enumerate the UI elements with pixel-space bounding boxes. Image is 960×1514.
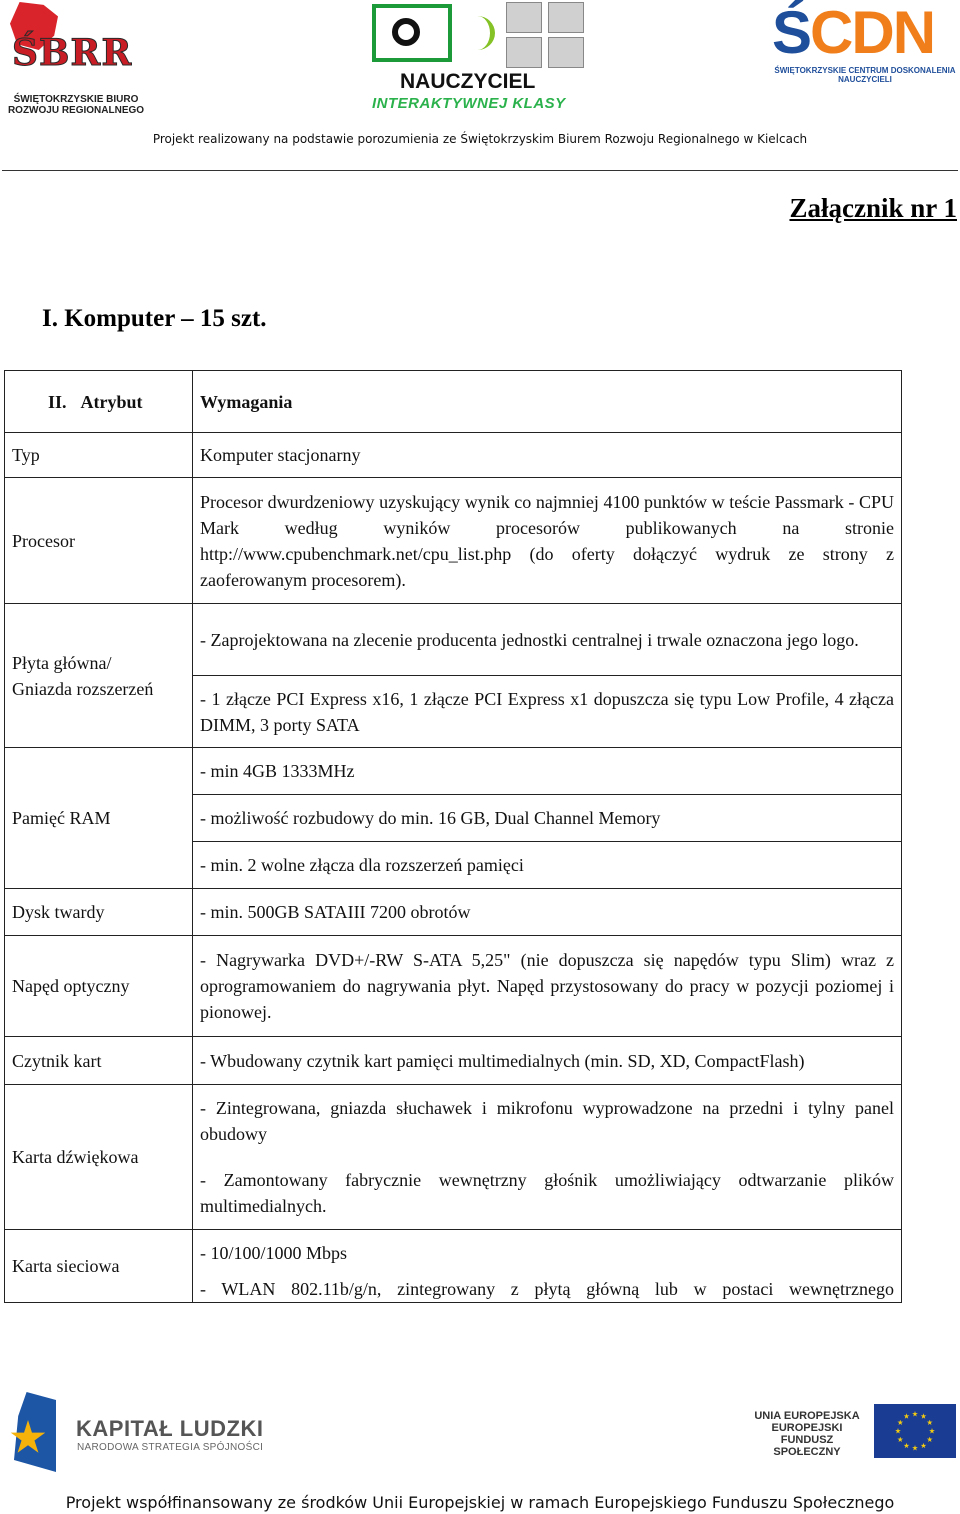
person-icon (548, 2, 584, 33)
requirement-text: - min. 500GB SATAIII 7200 obrotów (193, 889, 902, 936)
requirement-text: - 1 złącze PCI Express x16, 1 złącze PCI Express x1 dopuszcza się typu Low Profile, 4 złącza DIMM, 3 porty SATA (193, 676, 902, 748)
header-attribute-label: Atrybut (80, 391, 143, 412)
requirement-text: - min 4GB 1333MHz (193, 748, 902, 795)
sbrr-logo-caption: ŚWIĘTOKRZYSKIE BIURO ROZWOJU REGIONALNEGO (7, 94, 145, 116)
circle-icon (392, 18, 420, 46)
requirement-text: - Wbudowany czytnik kart pamięci multimedialnych (min. SD, XD, CompactFlash) (193, 1037, 902, 1085)
eu-star-icon (897, 1420, 903, 1426)
eu-text-line: EUROPEJSKI (771, 1422, 843, 1434)
requirement-text: - WLAN 802.11b/g/n, zintegrowany z płytą główną lub w postaci wewnętrznego (193, 1276, 902, 1303)
eu-star-icon (904, 1443, 910, 1449)
eu-star-icon (929, 1428, 935, 1434)
eu-star-icon (927, 1437, 933, 1443)
eu-flag-icon (874, 1404, 956, 1458)
scdn-logo-word (772, 0, 934, 67)
table-row-karta-dzwiekowa (5, 1085, 902, 1157)
sbrr-logo (6, 2, 145, 120)
table-row-typ (5, 433, 902, 478)
scdn-logo-caption: ŚWIĘTOKRZYSKIE CENTRUM DOSKONALENIA NAUCZYCIELI (774, 66, 956, 84)
table-row-karta-sieciowa (5, 1230, 902, 1276)
attribute-label: Dysk twardy (5, 889, 193, 936)
signal-wave-icon (460, 16, 495, 50)
nauczyciel-interaktywnej-klasy-logo (370, 2, 590, 114)
section-heading: I. Komputer – 15 szt. (42, 305, 267, 332)
requirement-text: Procesor dwurdzeniowy uzyskujący wynik co najmniej 4100 punktów w teście Passmark - CPU Mark według wyników procesorów publikowanych na stronie http://www.cpubenchmark.net/cpu_list.php (do oferty dołączyć wydruk ze strony z zaoferowanym procesorem). (193, 478, 902, 604)
attribute-label: Napęd optyczny (5, 936, 193, 1037)
scdn-logo-s: Ś (772, 0, 811, 66)
attribute-label: Karta sieciowa (5, 1230, 193, 1303)
requirement-text: - Zaprojektowana na zlecenie producenta jednostki centralnej i trwale oznaczona jego logo. (193, 604, 902, 676)
page-header (0, 0, 960, 172)
attribute-label-line: Gniazda rozszerzeń (12, 678, 154, 699)
attribute-label: Procesor (5, 478, 193, 604)
requirement-text: - możliwość rozbudowy do min. 16 GB, Dual Channel Memory (193, 795, 902, 842)
eu-star-icon (921, 1413, 927, 1419)
table-row-pamiec-ram (5, 748, 902, 795)
eu-star-icon (895, 1428, 901, 1434)
people-grid-icon (506, 2, 586, 68)
requirement-text: - 10/100/1000 Mbps (193, 1230, 902, 1276)
requirement-text: - Nagrywarka DVD+/-RW S-ATA 5,25" (nie dopuszcza się napędów typu Slim) wraz z oprogramowaniem do nagrywania płyt. Napęd przystosowany do pracy w pozycji poziomej i pionowej. (193, 936, 902, 1037)
attribute-label: Pamięć RAM (5, 748, 193, 889)
eu-star-icon (927, 1420, 933, 1426)
scdn-logo (768, 0, 958, 86)
attribute-label: Czytnik kart (5, 1037, 193, 1085)
kapital-ludzki-name: KAPITAŁ LUDZKI (76, 1416, 264, 1441)
table-header-row (5, 371, 902, 433)
blue-banner-icon (14, 1392, 56, 1472)
header-project-note: Projekt realizowany na podstawie porozumienia ze Świętokrzyskim Biurem Rozwoju Regionalnego w Kielcach (152, 132, 808, 146)
header-divider (2, 170, 958, 171)
eu-star-icon (912, 1445, 918, 1451)
eu-star-icon (921, 1443, 927, 1449)
attribute-label: Karta dźwiękowa (5, 1085, 193, 1230)
person-icon (548, 37, 584, 68)
attribute-label: Typ (5, 433, 193, 478)
kapital-ludzki-subtitle: NARODOWA STRATEGIA SPÓJNOŚCI (77, 1442, 264, 1453)
specification-table (4, 370, 902, 1303)
attribute-label-line: Płyta główna/ (12, 652, 112, 673)
table-row-procesor (5, 478, 902, 604)
nik-logo-title: NAUCZYCIEL (400, 70, 536, 93)
attachment-title: Załącznik nr 1 (789, 193, 957, 223)
header-roman-number: II. (48, 391, 67, 412)
footer-cofinancing-note: Projekt współfinansowany ze środków Unii Europejskiej w ramach Europejskiego Funduszu Społecznego (65, 1493, 895, 1512)
requirement-text: Komputer stacjonarny (193, 433, 902, 478)
requirement-text: - min. 2 wolne złącza dla rozszerzeń pamięci (193, 842, 902, 889)
eu-star-icon (912, 1411, 918, 1417)
attribute-label (5, 604, 193, 748)
table-row-dysk-twardy (5, 889, 902, 936)
nik-logo-subtitle: INTERAKTYWNEJ KLASY (372, 95, 566, 112)
eu-star-icon (904, 1413, 910, 1419)
eu-text-line: FUNDUSZ SPOŁECZNY (773, 1434, 841, 1458)
scdn-logo-rest: CDN (810, 0, 935, 66)
person-icon (506, 37, 542, 68)
requirement-text: - Zamontowany fabrycznie wewnętrzny głośnik umożliwiający odtwarzanie plików multimedialnych. (193, 1157, 902, 1230)
table-row-czytnik-kart (5, 1037, 902, 1085)
person-icon (506, 2, 542, 33)
header-requirements-label: Wymagania (193, 371, 902, 433)
whiteboard-icon (372, 4, 452, 62)
eu-fund-text (748, 1410, 866, 1458)
requirement-text: - Zintegrowana, gniazda słuchawek i mikrofonu wyprowadzone na przedni i tylny panel obudowy (193, 1085, 902, 1157)
eu-star-icon (897, 1437, 903, 1443)
page-footer (0, 1380, 960, 1514)
table-row-plyta-glowna (5, 604, 902, 676)
table-row-naped-optyczny (5, 936, 902, 1037)
sbrr-logo-word: ŚBRR (12, 32, 133, 74)
eu-text-line: UNIA EUROPEJSKA (754, 1410, 860, 1422)
kapital-ludzki-logo (10, 1392, 56, 1472)
header-attribute-cell (5, 371, 193, 433)
